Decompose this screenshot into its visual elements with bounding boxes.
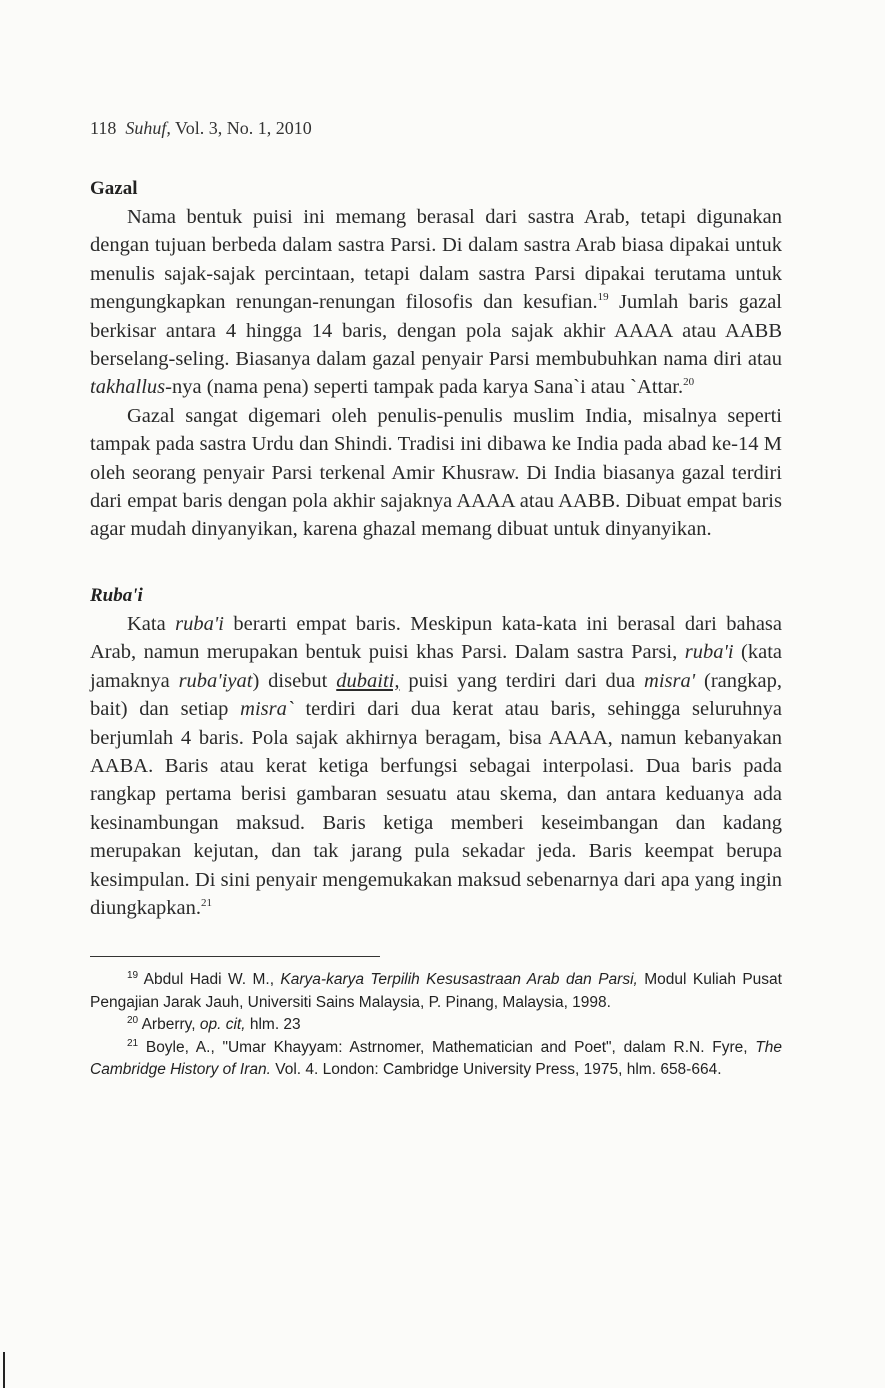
footnote-text: Arberry, (138, 1016, 200, 1034)
footnote-divider (90, 956, 380, 957)
heading-gazal: Gazal (90, 178, 138, 199)
text-span: terdiri dari dua kerat atau baris, sehingga seluruhnya berjumlah 4 baris. Pola sajak akhirnya beragam, bisa AAAA, namun kebanyakan AABA. Baris atau kerat ketiga berfungsi sebagai interpolasi. Dua baris pada rangkap pertama berisi gambaran sesuatu atau skema, dan antara keduanya ada kesinambungan maksud. Baris ketiga memberi keseimbangan dan kadang merupakan kejutan, dan tak jarang pula sekadar jeda. Baris keempat berupa kesimpulan. Di sini penyair mengemukakan maksud sebenarnya dari apa yang ingin diungkapkan. (90, 698, 783, 919)
footnote-ref-20[interactable]: 20 (683, 376, 695, 389)
term-misra: misra` (240, 698, 294, 721)
term-rubaiyat: ruba'iyat (178, 669, 253, 692)
footnote-21 (90, 1037, 782, 1082)
term-rubai: ruba'i (175, 612, 224, 635)
journal-name: Suhuf, (125, 118, 171, 138)
footnote-number: 20 (127, 1015, 139, 1027)
heading-rubai: Ruba'i (90, 584, 143, 606)
footnote-title: Karya-karya Terpilih Kesusastraan Arab dan Parsi, (280, 971, 638, 989)
gazal-paragraph-2: Gazal sangat digemari oleh penulis-penulis muslim India, misalnya seperti tampak pada sastra Urdu dan Shindi. Tradisi ini dibawa ke India pada abad ke-14 M oleh seorang penyair Parsi terkenal Amir Khusraw. Di India biasanya gazal terdiri dari empat baris dengan pola akhir sajaknya AAAA atau AABB. Dibuat empat baris agar mudah dinyanyikan, karena ghazal memang dibuat untuk dinyanyikan. (90, 404, 782, 541)
footnote-number: 19 (127, 970, 139, 982)
footnote-text: Vol. 4. London: Cambridge University Press, 1975, hlm. 658-664. (270, 1061, 722, 1079)
rubai-paragraph (90, 610, 782, 922)
footnote-text: Boyle, A., "Umar Khayyam: Astrnomer, Mathematician and Poet", dalam R.N. Fyre, (138, 1038, 756, 1056)
footnote-title: op. cit, (199, 1016, 246, 1034)
page-number: 118 (90, 118, 117, 138)
running-header (90, 118, 782, 139)
footnote-19 (90, 969, 782, 1014)
term-takhallus: takhallus (90, 376, 166, 399)
text-span: Jumlah baris gazal berkisar antara 4 hingga 14 baris, dengan pola sajak akhir AAAA atau AABB berselang-seling. Biasanya dalam gazal penyair Parsi membubuhkan nama diri atau (90, 291, 782, 371)
term-rubai: ruba'i (684, 641, 734, 664)
volume-info: Vol. 3, No. 1, 2010 (175, 118, 312, 138)
footnote-text: hlm. 23 (245, 1016, 301, 1034)
scan-edge-mark (3, 1352, 5, 1388)
text-span: Kata (127, 612, 176, 635)
footnote-text: Modul Kuliah Pusat Pengajian Jarak Jauh, Universiti Sains Malaysia, P. Pinang, Malaysia, 1998. (90, 971, 782, 1011)
footnote-text: Abdul Hadi W. M., (138, 971, 281, 989)
footnote-title: The Cambridge History of Iran. (90, 1038, 782, 1079)
text-span: Nama bentuk puisi ini memang berasal dari sastra Arab, tetapi digunakan dengan tujuan berbeda dalam sastra Parsi. Di dalam sastra Arab biasa dipakai untuk menulis sajak-sajak percintaan, tetapi dalam sastra Parsi dipakai terutama untuk mengungkapkan renungan-renungan filosofis dan kesufian. (90, 206, 782, 314)
term-dubaiti: dubaiti, (336, 669, 400, 692)
text-span: berarti empat baris. Meskipun kata-kata ini berasal dari bahasa Arab, namun merupakan bentuk puisi khas Parsi. Dalam sastra Parsi, (90, 612, 782, 664)
text-span: puisi yang terdiri dari dua (399, 669, 645, 692)
page (90, 118, 782, 1082)
footnote-20 (90, 1014, 782, 1037)
footnote-number: 21 (127, 1037, 139, 1049)
section-gap (90, 544, 782, 582)
text-span: ) disebut (252, 669, 337, 692)
text-span: (rangkap, bait) dan setiap (90, 669, 782, 721)
term-misra: misra' (644, 669, 696, 692)
text-span: (kata jamaknya (90, 641, 782, 692)
footnote-ref-21[interactable]: 21 (201, 897, 213, 910)
footnote-ref-19[interactable]: 19 (597, 291, 609, 304)
text-span: -nya (nama pena) seperti tampak pada karya Sana`i atau `Attar. (165, 376, 684, 399)
gazal-paragraph-1 (90, 203, 782, 402)
